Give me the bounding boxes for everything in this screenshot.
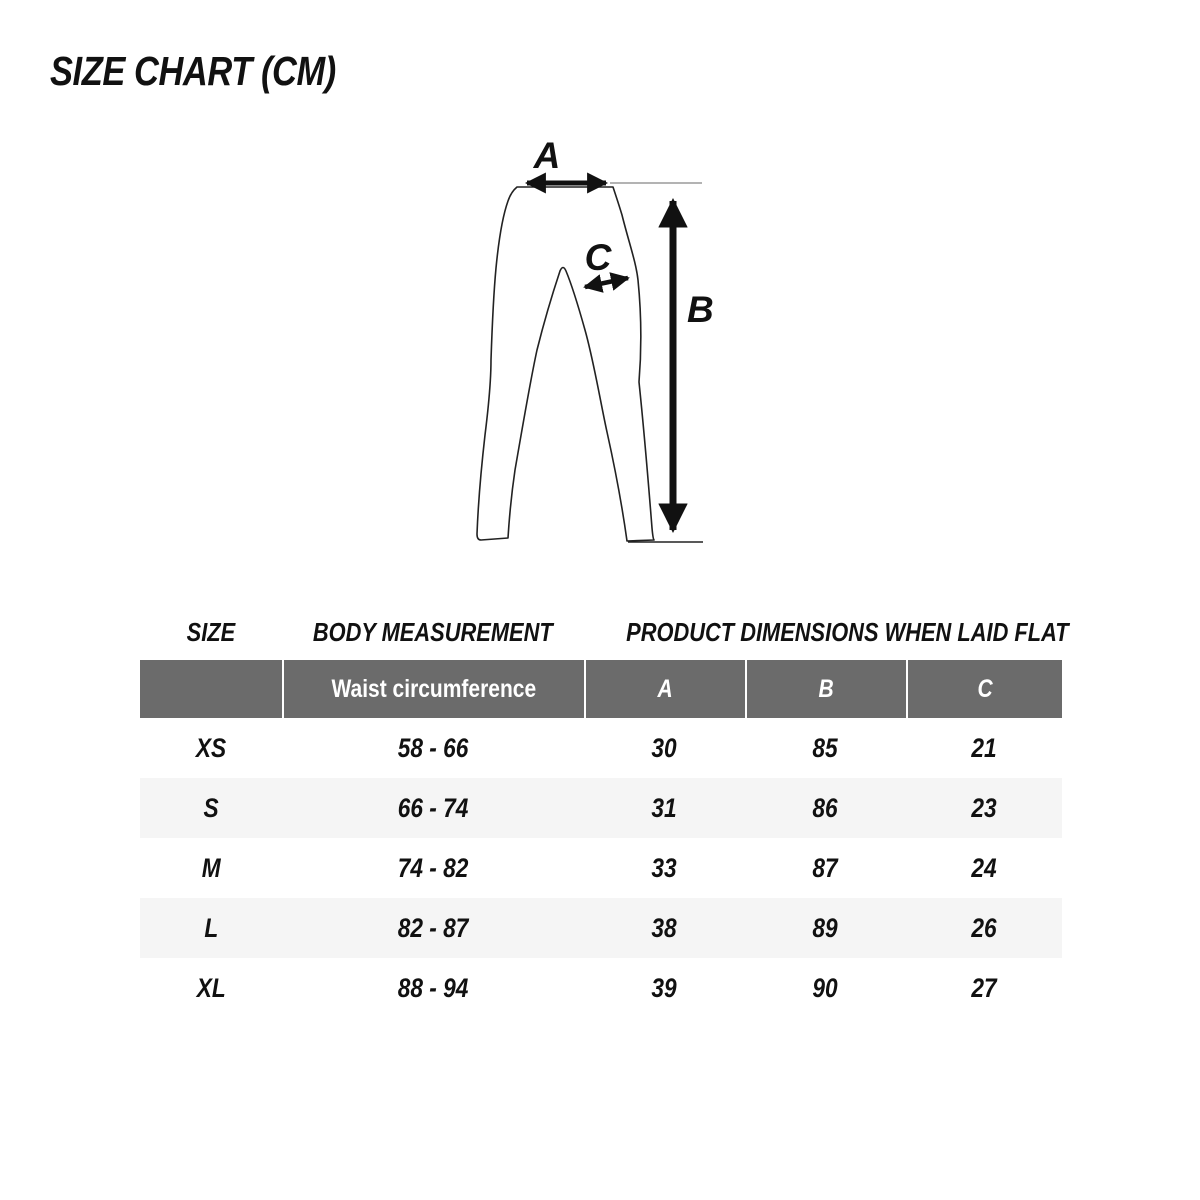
col-group-body-measurement (282, 617, 584, 648)
a-value: 38 (651, 912, 678, 943)
header-a-label: A (657, 674, 674, 703)
c-value: 21 (971, 732, 997, 763)
header-cell-b (745, 660, 906, 718)
c-value: 27 (971, 972, 997, 1003)
cell-b (745, 973, 906, 1004)
cell-c (906, 973, 1062, 1004)
col-group-product-dimensions (584, 616, 1069, 648)
cell-a (584, 733, 745, 764)
cell-size (140, 793, 282, 824)
col-group-size-label: SIZE (186, 616, 236, 647)
cell-size (140, 973, 282, 1004)
c-value: 26 (971, 912, 997, 943)
cell-size (140, 733, 282, 764)
header-b-label: B (818, 674, 835, 703)
table-row-xs (140, 718, 1062, 778)
cell-waist (282, 913, 584, 944)
cell-a (584, 973, 745, 1004)
page-title-text: SIZE CHART (CM) (50, 48, 336, 94)
a-value: 30 (651, 732, 678, 763)
size-value: S (203, 792, 219, 823)
b-value: 90 (812, 972, 839, 1003)
cell-c (906, 853, 1062, 884)
col-group-body-measurement-label: BODY MEASUREMENT (313, 616, 553, 647)
waist-value: 58 - 66 (397, 732, 469, 763)
size-table (140, 604, 1069, 1018)
header-cell-empty (140, 660, 282, 718)
header-waist-label: Waist circumference (331, 674, 537, 703)
waist-value: 66 - 74 (397, 792, 469, 823)
diagram-label-c: C (584, 237, 612, 278)
col-group-size (140, 617, 282, 648)
cell-c (906, 733, 1062, 764)
header-c-label: C (977, 674, 993, 703)
cell-b (745, 733, 906, 764)
b-value: 85 (812, 732, 839, 763)
b-value: 87 (812, 852, 839, 883)
col-group-product-dimensions-label: PRODUCT DIMENSIONS WHEN LAID FLAT (626, 616, 1069, 647)
header-cell-c (906, 660, 1062, 718)
cell-waist (282, 793, 584, 824)
cell-size (140, 913, 282, 944)
cell-c (906, 913, 1062, 944)
size-value: L (204, 912, 218, 943)
waist-value: 74 - 82 (397, 852, 469, 883)
a-value: 31 (651, 792, 678, 823)
diagram-label-a: A (533, 135, 561, 176)
size-value: M (201, 852, 221, 883)
cell-a (584, 793, 745, 824)
b-value: 86 (812, 792, 839, 823)
cell-c (906, 793, 1062, 824)
pants-outline (477, 187, 654, 541)
table-group-header-row (140, 604, 1069, 660)
cell-b (745, 853, 906, 884)
a-value: 33 (651, 852, 678, 883)
table-row-m (140, 838, 1062, 898)
cell-waist (282, 853, 584, 884)
page-title (50, 48, 390, 95)
size-value: XS (195, 732, 227, 763)
header-cell-a (584, 660, 745, 718)
a-value: 39 (651, 972, 678, 1003)
c-value: 24 (971, 852, 997, 883)
cell-size (140, 853, 282, 884)
table-header-row (140, 660, 1062, 718)
table-row-s (140, 778, 1062, 838)
b-value: 89 (812, 912, 839, 943)
cell-waist (282, 973, 584, 1004)
pants-measurement-diagram (420, 125, 760, 575)
cell-waist (282, 733, 584, 764)
cell-a (584, 913, 745, 944)
header-cell-waist-circumference (282, 660, 584, 718)
waist-value: 88 - 94 (397, 972, 469, 1003)
diagram-label-b: B (687, 289, 714, 330)
waist-value: 82 - 87 (397, 912, 469, 943)
cell-b (745, 793, 906, 824)
table-row-l (140, 898, 1062, 958)
size-value: XL (196, 972, 226, 1003)
cell-a (584, 853, 745, 884)
c-value: 23 (971, 792, 997, 823)
cell-b (745, 913, 906, 944)
table-row-xl (140, 958, 1062, 1018)
